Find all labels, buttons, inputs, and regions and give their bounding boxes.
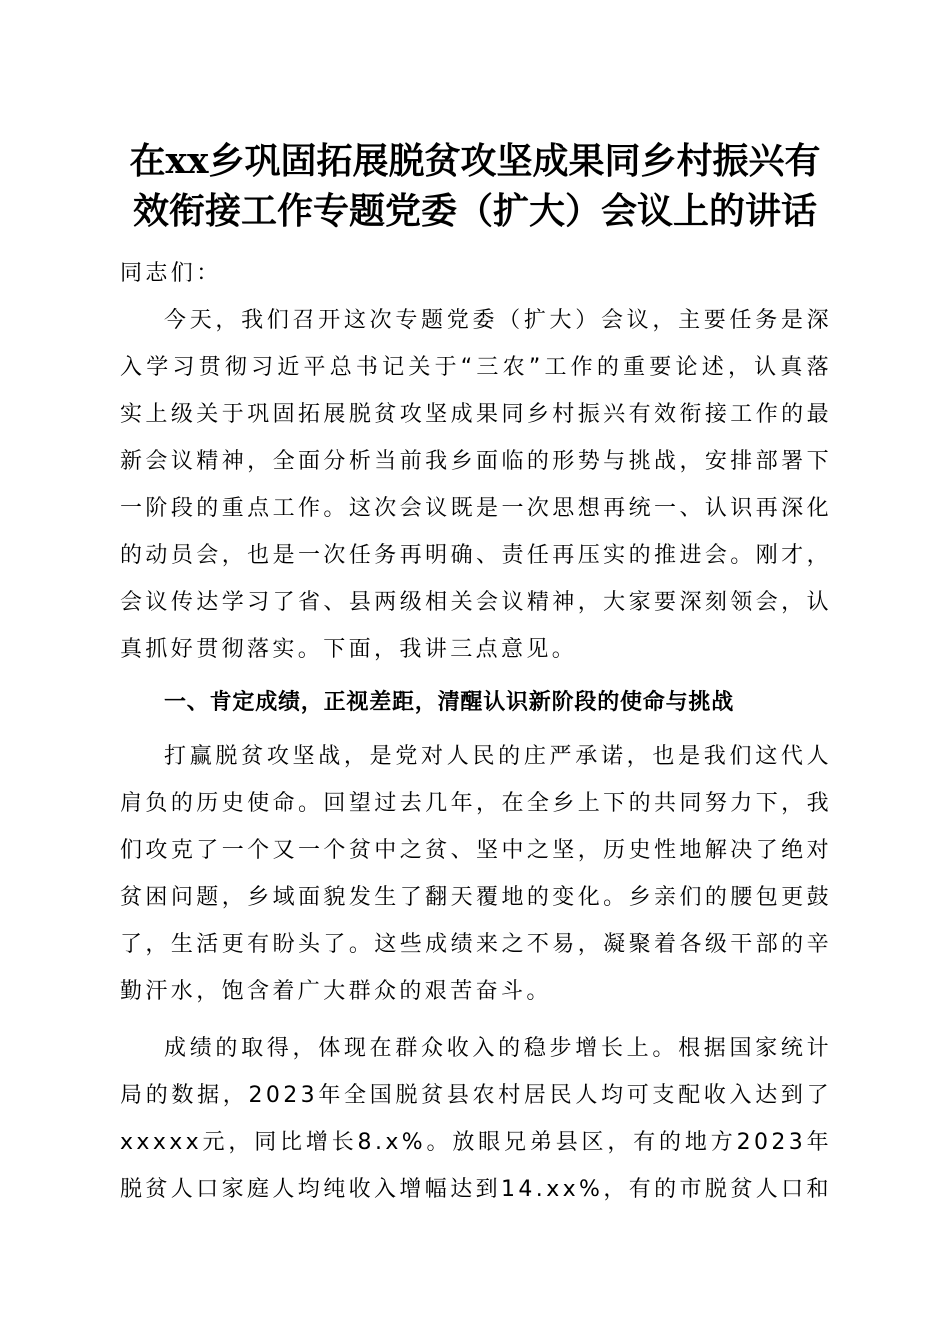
document-title	[100, 136, 850, 236]
title-line-2: 效衔接工作专题党委（扩大）会议上的讲话	[132, 190, 817, 232]
paragraph-income: 成绩的取得，体现在群众收入的稳步增长上。根据国家统计局的数据，2023年全国脱贫县农村居民人均可支配收入达到了xxxxx元，同比增长8.x%。放眼兄弟县区，有的地方2023年脱贫人口家庭人均纯收入增幅达到14.xx%，有的市脱贫人口和	[120, 1036, 832, 1202]
document-body	[120, 250, 832, 1213]
salutation: 同志们：	[120, 261, 222, 286]
paragraph-intro: 今天，我们召开这次专题党委（扩大）会议，主要任务是深入学习贯彻习近平总书记关于“三农”工作的重要论述，认真落实上级关于巩固拓展脱贫攻坚成果同乡村振兴有效衔接工作的最新会议精神，全面分析当前我乡面临的形势与挑战，安排部署下一阶段的重点工作。这次会议既是一次思想再统一、认识再深化的动员会，也是一次任务再明确、责任再压实的推进会。刚才，会议传达学习了省、县两级相关会议精神，大家要深刻领会，认真抓好贯彻落实。下面，我讲三点意见。	[120, 308, 832, 662]
paragraph-achievements: 打赢脱贫攻坚战，是党对人民的庄严承诺，也是我们这代人肩负的历史使命。回望过去几年，在全乡上下的共同努力下，我们攻克了一个又一个贫中之贫、坚中之坚，历史性地解决了绝对贫困问题，乡域面貌发生了翻天覆地的变化。乡亲们的腰包更鼓了，生活更有盼头了。这些成绩来之不易，凝聚着各级干部的辛勤汗水，饱含着广大群众的艰苦奋斗。	[120, 744, 832, 1004]
section-heading-1: 一、肯定成绩，正视差距，清醒认识新阶段的使命与挑战	[164, 690, 735, 715]
title-line-1: 在xx乡巩固拓展脱贫攻坚成果同乡村振兴有	[129, 140, 821, 182]
